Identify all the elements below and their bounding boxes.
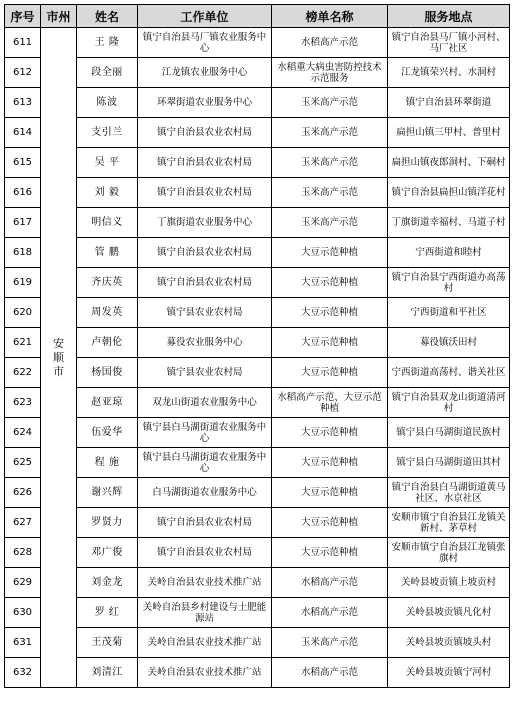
cell-no: 632: [5, 658, 41, 688]
cell-no: 622: [5, 358, 41, 388]
cell-place: 募役镇沃田村: [388, 328, 510, 358]
cell-no: 617: [5, 208, 41, 238]
cell-place: 丁旗街道幸福村、马道子村: [388, 208, 510, 238]
cell-list: 大豆示范种植: [272, 358, 388, 388]
cell-list: 水稻重大病虫害防控技术示范服务: [272, 58, 388, 88]
cell-no: 630: [5, 598, 41, 628]
cell-no: 627: [5, 508, 41, 538]
cell-unit: 镇宁自治县农业农村局: [138, 538, 272, 568]
cell-place: 关岭县坡贡镇宁河村: [388, 658, 510, 688]
cell-place: 镇宁自治县白马湖街道黄马社区、水京社区: [388, 478, 510, 508]
cell-list: 大豆示范种植: [272, 478, 388, 508]
cell-no: 628: [5, 538, 41, 568]
table-row: [5, 268, 510, 298]
table-row: [5, 358, 510, 388]
table-row: [5, 88, 510, 118]
cell-list: 水稻高产示范: [272, 658, 388, 688]
cell-no: 621: [5, 328, 41, 358]
table-row: [5, 178, 510, 208]
cell-unit: 镇宁自治县农业农村局: [138, 118, 272, 148]
cell-unit: 关岭自治县农业技术推广站: [138, 658, 272, 688]
cell-no: 623: [5, 388, 41, 418]
cell-name: 陈波: [77, 88, 138, 118]
cell-name: 吴 平: [77, 148, 138, 178]
cell-place: 江龙镇荣兴村、水洞村: [388, 58, 510, 88]
cell-name: 管 鹏: [77, 238, 138, 268]
cell-list: 玉米高产示范: [272, 118, 388, 148]
cell-name: 伍爱华: [77, 418, 138, 448]
table-row: [5, 118, 510, 148]
cell-unit: 镇宁自治县马厂镇农业服务中心: [138, 28, 272, 58]
cell-list: 玉米高产示范: [272, 208, 388, 238]
cell-unit: 镇宁自治县农业农村局: [138, 268, 272, 298]
cell-no: 616: [5, 178, 41, 208]
cell-name: 段全丽: [77, 58, 138, 88]
cell-unit: 镇宁自治县农业农村局: [138, 238, 272, 268]
cell-list: 水稻高产示范: [272, 568, 388, 598]
header-place: 服务地点: [388, 5, 510, 28]
cell-list: 玉米高产示范: [272, 178, 388, 208]
cell-list: 水稻高产示范: [272, 598, 388, 628]
cell-unit: 镇宁县白马湖街道农业服务中心: [138, 448, 272, 478]
cell-list: 水稻高产示范、大豆示范种植: [272, 388, 388, 418]
cell-list: 大豆示范种植: [272, 418, 388, 448]
cell-name: 王茂菊: [77, 628, 138, 658]
cell-place: 镇宁自治县马厂镇小河村、马厂社区: [388, 28, 510, 58]
cell-no: 618: [5, 238, 41, 268]
cell-no: 612: [5, 58, 41, 88]
cell-place: 镇宁县白马湖街道田其村: [388, 448, 510, 478]
cell-no: 619: [5, 268, 41, 298]
cell-unit: 镇宁县农业农村局: [138, 298, 272, 328]
table-row: [5, 628, 510, 658]
table-header: [5, 5, 510, 28]
cell-name: 王 隆: [77, 28, 138, 58]
cell-name: 周发英: [77, 298, 138, 328]
cell-no: 629: [5, 568, 41, 598]
cell-place: 镇宁自治县双龙山街道清河村: [388, 388, 510, 418]
table-row: [5, 478, 510, 508]
cell-name: 罗贤力: [77, 508, 138, 538]
cell-unit: 环翠街道农业服务中心: [138, 88, 272, 118]
cell-list: 大豆示范种植: [272, 238, 388, 268]
cell-name: 明信义: [77, 208, 138, 238]
header-unit: 工作单位: [138, 5, 272, 28]
cell-unit: 关岭自治县农业技术推广站: [138, 628, 272, 658]
table-row: [5, 388, 510, 418]
cell-no: 631: [5, 628, 41, 658]
cell-list: 大豆示范种植: [272, 298, 388, 328]
cell-list: 玉米高产示范: [272, 88, 388, 118]
cell-place: 关岭县坡贡镇凡化村: [388, 598, 510, 628]
cell-list: 大豆示范种植: [272, 508, 388, 538]
cell-name: 齐庆英: [77, 268, 138, 298]
cell-unit: 关岭自治县乡村建设与土肥能源站: [138, 598, 272, 628]
cell-name: 程 施: [77, 448, 138, 478]
table-row: [5, 298, 510, 328]
cell-no: 613: [5, 88, 41, 118]
cell-name: 邓广俊: [77, 538, 138, 568]
table-row: [5, 328, 510, 358]
table-row: [5, 568, 510, 598]
cell-place: 宁西街道高荡村、谐关社区: [388, 358, 510, 388]
cell-unit: 白马湖街道农业服务中心: [138, 478, 272, 508]
cell-name: 刘 毅: [77, 178, 138, 208]
table-row: [5, 418, 510, 448]
cell-no: 611: [5, 28, 41, 58]
table-row: [5, 238, 510, 268]
cell-name: 罗 红: [77, 598, 138, 628]
cell-no: 615: [5, 148, 41, 178]
city-label: 安顺市: [53, 336, 64, 378]
cell-unit: 镇宁自治县农业农村局: [138, 148, 272, 178]
cell-list: 大豆示范种植: [272, 268, 388, 298]
cell-unit: 镇宁自治县农业农村局: [138, 178, 272, 208]
header-list: 榜单名称: [272, 5, 388, 28]
cell-no: 624: [5, 418, 41, 448]
table-row: [5, 208, 510, 238]
cell-name: 杨国俊: [77, 358, 138, 388]
cell-place: 镇宁自治县环翠街道: [388, 88, 510, 118]
cell-city: [41, 28, 77, 688]
table-body: [5, 28, 510, 688]
header-row: [5, 5, 510, 28]
header-city: 市州: [41, 5, 77, 28]
award-table: [4, 4, 510, 688]
cell-unit: 双龙山街道农业服务中心: [138, 388, 272, 418]
cell-unit: 募役农业服务中心: [138, 328, 272, 358]
cell-place: 镇宁自治县扁担山镇洋花村: [388, 178, 510, 208]
cell-no: 626: [5, 478, 41, 508]
cell-name: 赵亚琼: [77, 388, 138, 418]
cell-list: 玉米高产示范: [272, 628, 388, 658]
cell-unit: 镇宁县农业农村局: [138, 358, 272, 388]
cell-unit: 镇宁自治县农业农村局: [138, 508, 272, 538]
table-row: [5, 658, 510, 688]
cell-no: 614: [5, 118, 41, 148]
table-row: [5, 28, 510, 58]
table-row: [5, 508, 510, 538]
cell-list: 大豆示范种植: [272, 328, 388, 358]
header-name: 姓名: [77, 5, 138, 28]
cell-name: 卢朝伦: [77, 328, 138, 358]
cell-place: 扁担山镇夜郎洞村、下硐村: [388, 148, 510, 178]
cell-no: 625: [5, 448, 41, 478]
cell-place: 关岭县坡贡镇上坡贡村: [388, 568, 510, 598]
cell-unit: 镇宁县白马湖街道农业服务中心: [138, 418, 272, 448]
cell-place: 宁西街道和平社区: [388, 298, 510, 328]
cell-name: 刘金龙: [77, 568, 138, 598]
cell-list: 玉米高产示范: [272, 148, 388, 178]
cell-place: 镇宁县白马湖街道民族村: [388, 418, 510, 448]
cell-list: 水稻高产示范: [272, 28, 388, 58]
table-row: [5, 58, 510, 88]
cell-unit: 江龙镇农业服务中心: [138, 58, 272, 88]
header-no: 序号: [5, 5, 41, 28]
table-row: [5, 148, 510, 178]
cell-place: 安顺市镇宁自治县江龙镇关新村、茅草村: [388, 508, 510, 538]
cell-place: 关岭县坡贡镇坡头村: [388, 628, 510, 658]
cell-unit: 丁旗街道农业服务中心: [138, 208, 272, 238]
cell-place: 扁担山镇三甲村、普里村: [388, 118, 510, 148]
cell-list: 大豆示范种植: [272, 538, 388, 568]
cell-place: 安顺市镇宁自治县江龙镇张旗村: [388, 538, 510, 568]
cell-place: 镇宁自治县宁西街道办高荡村: [388, 268, 510, 298]
cell-name: 支引兰: [77, 118, 138, 148]
table-row: [5, 538, 510, 568]
cell-unit: 关岭自治县农业技术推广站: [138, 568, 272, 598]
cell-no: 620: [5, 298, 41, 328]
cell-list: 大豆示范种植: [272, 448, 388, 478]
table-row: [5, 448, 510, 478]
cell-name: 刘清江: [77, 658, 138, 688]
cell-name: 谢兴辉: [77, 478, 138, 508]
cell-place: 宁西街道和睦村: [388, 238, 510, 268]
table-row: [5, 598, 510, 628]
